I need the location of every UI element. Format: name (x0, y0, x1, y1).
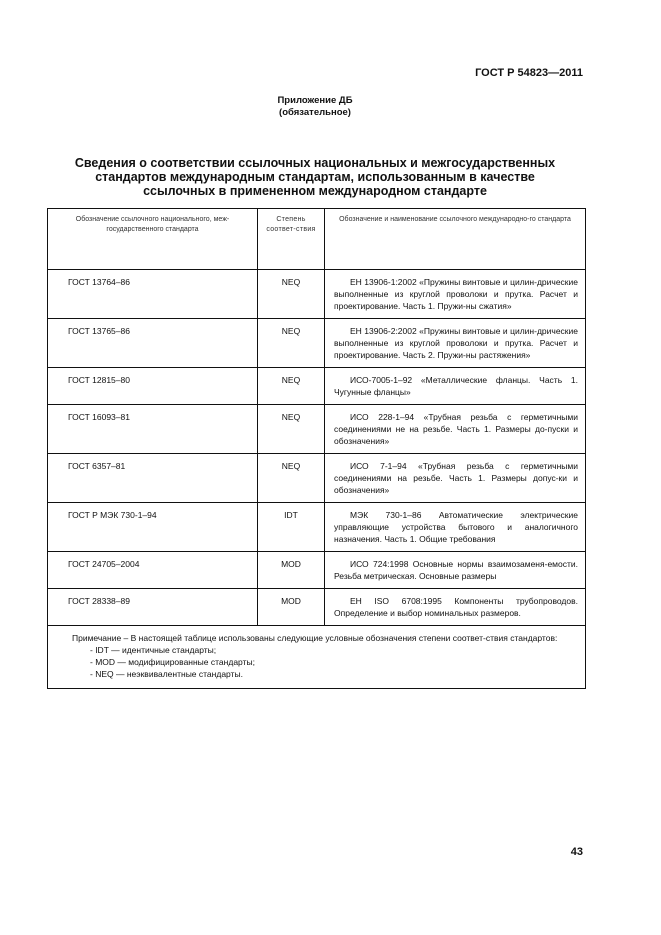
table-row (48, 503, 586, 552)
standard-code: ГОСТ 24705–2004 (48, 552, 258, 589)
compliance-degree: IDT (258, 503, 325, 552)
note-item: - NEQ — неэквивалентные стандарты. (90, 669, 243, 679)
table-note-row (48, 626, 586, 689)
standard-code: ГОСТ 28338–89 (48, 589, 258, 626)
note-item: - IDT — идентичные стандарты; (90, 645, 217, 655)
standards-table (47, 208, 586, 689)
header-national-standard: Обозначение ссылочного национального, меж-государственного стандарта (48, 209, 258, 270)
compliance-degree: NEQ (258, 319, 325, 368)
table-row (48, 319, 586, 368)
standard-code: ГОСТ 16093–81 (48, 405, 258, 454)
table-row (48, 552, 586, 589)
table-row (48, 454, 586, 503)
table-row (48, 270, 586, 319)
international-standard: ИСО 724:1998 Основные нормы взаимозаменя-емости. Резьба метрическая. Основные размеры (325, 552, 586, 589)
standard-code: ГОСТ 13765–86 (48, 319, 258, 368)
table-row (48, 405, 586, 454)
title-line: стандартов международным стандартам, использованным в качестве (95, 170, 535, 184)
compliance-degree: NEQ (258, 368, 325, 405)
compliance-degree: MOD (258, 589, 325, 626)
compliance-degree: MOD (258, 552, 325, 589)
table-row (48, 589, 586, 626)
standard-code: ГОСТ 6357–81 (48, 454, 258, 503)
note-item: - MOD — модифицированные стандарты; (90, 657, 255, 667)
international-standard: ИСО 228-1–94 «Трубная резьба с герметичными соединениями не на резьбе. Часть 1. Размеры до-пуски и обозначения» (325, 405, 586, 454)
note-text: Примечание – В настоящей таблице использованы следующие условные обозначения степени соответ-ствия стандартов: (72, 633, 558, 643)
standard-code: ГОСТ Р МЭК 730-1–94 (48, 503, 258, 552)
appendix-heading (0, 95, 630, 119)
table-row (48, 368, 586, 405)
compliance-degree: NEQ (258, 454, 325, 503)
appendix-subtitle: (обязательное) (279, 107, 351, 118)
international-standard: ЕН 13906-1:2002 «Пружины винтовые и цилин-дрические выполненные из круглой проволоки и прутка. Расчет и проектирование. Часть 1. Пружи-ны сжатия» (325, 270, 586, 319)
page-number: 43 (570, 846, 583, 858)
international-standard: ЕН 13906-2:2002 «Пружины винтовые и цилин-дрические выполненные из круглой проволоки и прутка. Расчет и проектирование. Часть 2. Пружи-ны растяжения» (325, 319, 586, 368)
international-standard: ЕН ISO 6708:1995 Компоненты трубопроводов. Определение и выбор номинальных размеров. (325, 589, 586, 626)
table-header-row (48, 209, 586, 270)
international-standard: ИСО 7-1–94 «Трубная резьба с герметичными соединениями на резьбе. Часть 1. Размеры допус-ки и обозначения» (325, 454, 586, 503)
standard-code: ГОСТ 12815–80 (48, 368, 258, 405)
header-international-standard: Обозначение и наименование ссылочного международно-го стандарта (325, 209, 586, 270)
table-note (48, 626, 586, 689)
page-title (55, 156, 575, 198)
compliance-degree: NEQ (258, 270, 325, 319)
international-standard: ИСО-7005-1–92 «Металлические фланцы. Часть 1. Чугунные фланцы» (325, 368, 586, 405)
title-line: Сведения о соответствии ссылочных национальных и межгосударственных (74, 156, 556, 170)
appendix-title: Приложение ДБ (277, 95, 353, 106)
header-degree: Степень соответ-ствия (258, 209, 325, 270)
compliance-degree: NEQ (258, 405, 325, 454)
title-line: ссылочных в примененном международном стандарте (143, 184, 487, 198)
document-code: ГОСТ Р 54823—2011 (475, 67, 583, 79)
international-standard: МЭК 730-1–86 Автоматические электрические управляющие устройства бытового и аналогичного назначения. Часть 1. Общие требования (325, 503, 586, 552)
standard-code: ГОСТ 13764–86 (48, 270, 258, 319)
